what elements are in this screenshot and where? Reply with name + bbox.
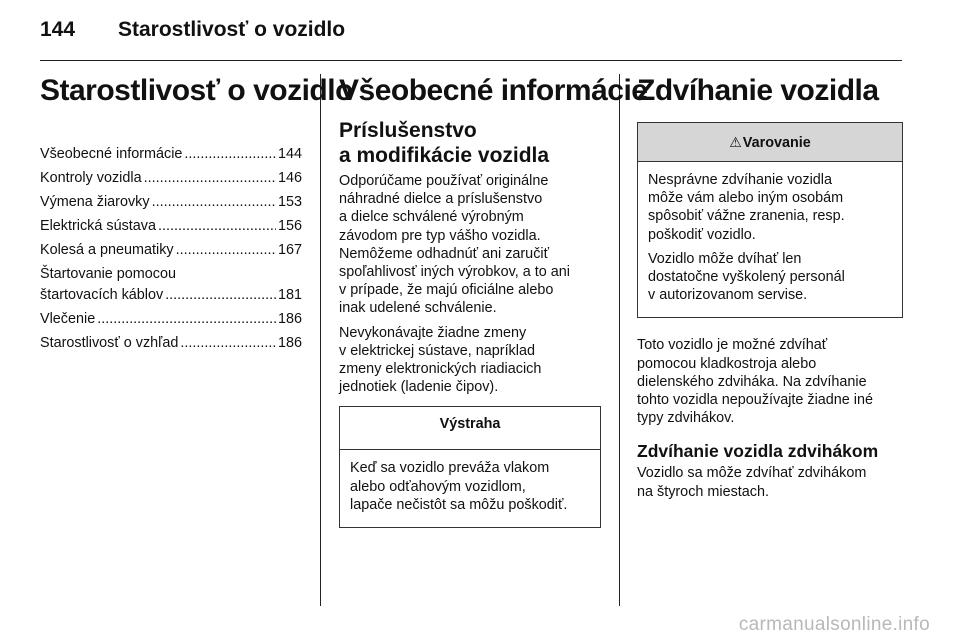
column-general-info [339, 72, 648, 528]
paragraph: Vozidlo sa môže zdvíhať zdvihákom na štyroch miestach. [637, 465, 867, 500]
toc-entry[interactable]: Elektrická sústava ..... 156 [40, 216, 302, 237]
toc-entry[interactable]: Všeobecné informácie ..... 144 [40, 144, 302, 165]
section-title: Zdvíhanie vozidla [637, 74, 879, 107]
running-title: Starostlivosť o vozidlo [118, 18, 346, 41]
toc-entry[interactable]: Starostlivosť o vzhľad ..... 186 [40, 333, 302, 354]
header-rule [40, 60, 902, 61]
toc-entry[interactable]: Kolesá a pneumatiky ..... 167 [40, 240, 302, 261]
notice-title: Výstraha [340, 407, 600, 450]
toc-entry-two-line[interactable]: Štartovanie pomocou štartovacích káblov ..... 181 [40, 264, 302, 306]
column-divider-2 [619, 74, 620, 606]
running-header [40, 18, 345, 42]
paragraph: Odporúčame používať originálne náhradné dielce a príslušenstvo a dielce schválené výrobným závodom pre typ vášho vozidla. Nemôžeme odhadnúť ani zaručiť spoľahlivosť iných výrobkov, a to ani v prípade, že majú oficiálne alebo inak udelené schválenie. [339, 173, 570, 317]
chapter-title: Starostlivosť o vozidlo [40, 74, 353, 107]
warning-title: ⚠Varovanie [638, 123, 902, 162]
table-of-contents [40, 144, 302, 354]
column-contents [40, 72, 353, 357]
section-title: Všeobecné informácie [339, 74, 648, 107]
paragraph: Nevykonávajte žiadne zmeny v elektrickej sústave, napríklad zmeny elektronických riadiacich jednotiek (ladenie čipov). [339, 324, 542, 396]
column-lifting [637, 72, 903, 507]
notice-box: Výstraha Keď sa vozidlo preváža vlakom alebo odťahovým vozidlom, lapače nečistôt sa môžu poškodiť. [339, 406, 601, 528]
toc-entry[interactable]: Vlečenie ..... 186 [40, 309, 302, 330]
watermark: carmanualsonline.info [738, 614, 930, 635]
warning-box: ⚠Varovanie Nesprávne zdvíhanie vozidla môže vám alebo iným osobám spôsobiť vážne zranenia, resp. poškodiť vozidlo. Vozidlo môže dvíhať len dostatočne vyškolený personál v autorizovanom servise. [637, 122, 903, 318]
paragraph: Toto vozidlo je možné zdvíhať pomocou kladkostroja alebo dielenského zdviháka. Na zdvíhanie tohto vozidla nepoužívajte žiadne iné typy zdvihákov. [637, 337, 874, 427]
warning-triangle-icon: ⚠ [729, 134, 742, 150]
toc-entry[interactable]: Kontroly vozidla ..... 146 [40, 168, 302, 189]
page-number: 144 [40, 18, 76, 41]
toc-entry[interactable]: Výmena žiarovky ..... 153 [40, 192, 302, 213]
column-divider-1 [320, 74, 321, 606]
subsection-title: Zdvíhanie vozidla zdvihákom [637, 441, 879, 462]
subsection-title: Príslušenstvo a modifikácie vozidla [339, 119, 550, 167]
